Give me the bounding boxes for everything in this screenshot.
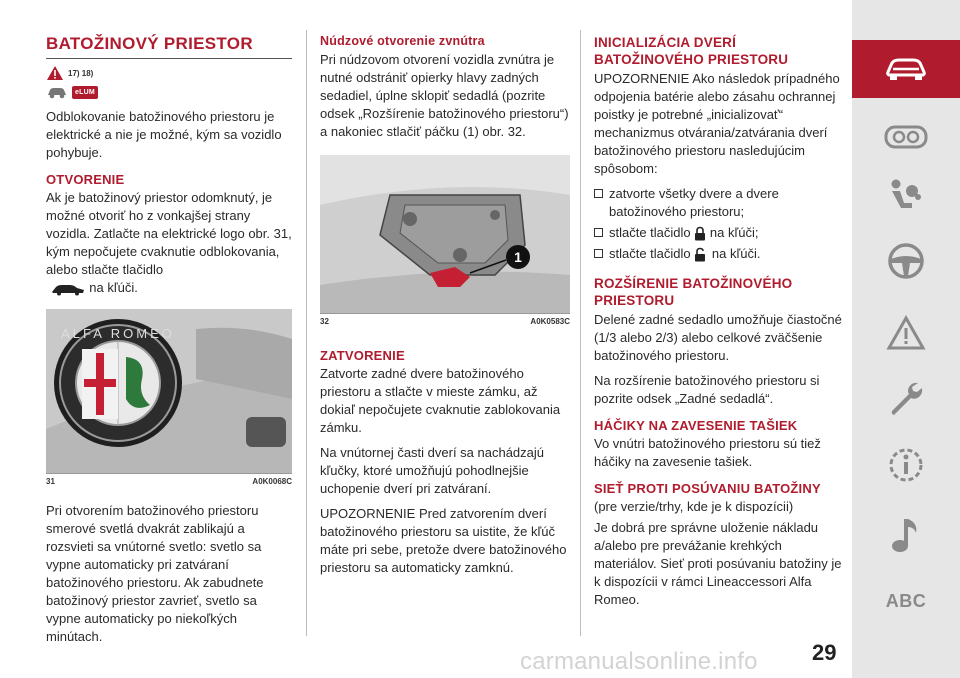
sidebar-item-multimedia[interactable] <box>852 506 960 564</box>
emergency-text: Pri núdzovom otvorení vozidla zvnútra je nutné odstrániť opierky hlavy zadných sedadiel, úplne sklopiť sedadlá (pozrite odsek „Rozšírenie batožinového priestoru“) a nakoniec stlačiť páčku (1) obr. 32. <box>320 52 569 139</box>
figure-31 <box>46 309 292 473</box>
bullet-2-text-b: na kľúči; <box>709 225 759 240</box>
intro-text: Odblokovanie batožinového priestoru je elektrické a nie je možné, kým sa vozidlo pohybuje. <box>46 109 282 160</box>
heading-expand: ROZŠÍRENIE BATOŽINOVÉHO PRIESTORU <box>594 276 793 308</box>
figure-31-code: A0K0068C <box>252 477 292 486</box>
info-gear-icon <box>885 444 927 486</box>
airbag-icon <box>886 177 926 217</box>
sidebar-item-index[interactable] <box>852 572 960 630</box>
opening-text <box>46 189 292 297</box>
heading-opening: OTVORENIE <box>46 172 125 187</box>
figure-32-number: 32 <box>320 317 329 326</box>
bullet-marker <box>594 228 603 237</box>
car-version-icon <box>46 85 68 99</box>
page-number: 29 <box>812 640 837 665</box>
net-subtitle: (pre verzie/trhy, kde je k dispozícii) <box>594 499 794 514</box>
sidebar-item-technical[interactable] <box>852 436 960 494</box>
closing-text-3: UPOZORNENIE Pred zatvorením dverí batožinového priestoru sa uistite, že kľúč máte pri sebe, pretože dvere batožinového priestoru sa automaticky zamknú. <box>320 506 567 575</box>
expand-text-1: Delené zadné sedadlo umožňuje čiastočné (1/3 alebo 2/3) alebo celkové zväčšenie batožinového priestoru. <box>594 312 842 363</box>
dashboard-icon <box>884 124 928 150</box>
warning-row <box>46 64 292 82</box>
trunk-open-icon <box>50 282 86 296</box>
after-figure-text: Pri otvorením batožinového priestoru smerové svetlá dvakrát zablikajú a rozsvieti sa vnútorné svetlo: svetlo sa vypne automaticky pri zatváraní batožinového priestoru. Ak zabudnete batožinový priestor zavrieť, svetlo sa vypne automaticky po niekoľkých minútach. <box>46 503 264 644</box>
elum-badge: eLUM <box>72 86 98 99</box>
bullet-1 <box>594 185 844 221</box>
heading-closing: ZATVORENIE <box>320 348 405 363</box>
sidebar-item-dashboard[interactable] <box>852 108 960 166</box>
music-note-icon <box>888 515 924 555</box>
page-title: BATOŽINOVÝ PRIESTOR <box>46 30 292 59</box>
figure-31-caption <box>46 473 292 486</box>
abc-index-label: ABC <box>885 590 927 611</box>
figure-32 <box>320 155 570 313</box>
figure-32-code: A0K0583C <box>530 317 570 326</box>
heading-emergency: Núdzové otvorenie zvnútra <box>320 34 485 48</box>
closing-text-1: Zatvorte zadné dvere batožinového priestoru a stlačte v mieste zámku, až dokiaľ nepočujete cvaknutie zablokovania zámku. <box>320 366 561 435</box>
wrench-icon <box>886 379 926 419</box>
bullet-3 <box>594 245 844 263</box>
car-icon <box>884 56 928 82</box>
version-row <box>46 82 292 102</box>
lock-closed-icon <box>694 226 706 241</box>
column-left <box>46 30 292 653</box>
column-divider-1 <box>306 30 307 636</box>
warning-refs: 17) 18) <box>68 68 94 78</box>
callout-1: 1 <box>514 249 522 265</box>
trunk-logo-illustration <box>46 309 292 473</box>
figure-32-caption <box>320 313 570 326</box>
logo-text: ALFA ROMEO <box>61 326 175 341</box>
init-text: UPOZORNENIE Ako následok prípadného odpojenia batérie alebo zásahu ochrannej poistky je potrebné „inicializovať“ mechanizmus otvárania/zatvárania dverí batožinového priestoru nasledujúcim spôsobom: <box>594 71 840 176</box>
bullet-marker <box>594 249 603 258</box>
chapter-sidebar <box>852 0 960 678</box>
bullet-3-text-b: na kľúči. <box>711 246 761 261</box>
hooks-text: Vo vnútri batožinového priestoru sú tiež háčiky na zavesenie tašiek. <box>594 436 821 469</box>
heading-net: SIEŤ PROTI POSÚVANIU BATOŽINY <box>594 481 821 496</box>
sidebar-item-warning[interactable] <box>852 304 960 362</box>
sidebar-item-steering[interactable] <box>852 232 960 290</box>
sidebar-item-car[interactable] <box>852 40 960 98</box>
bullet-2 <box>594 224 844 242</box>
opening-text-tail: na kľúči. <box>89 280 138 295</box>
lock-open-icon <box>694 247 708 262</box>
opening-text-body: Ak je batožinový priestor odomknutý, je možné otvoriť ho z vonkajšej strany vozidla. Zatlačte na elektrické logo obr. 31, kým nepočujete cvaknutie odblokovania, alebo stlačte tlačidlo <box>46 190 292 277</box>
closing-text-2: Na vnútornej časti dverí sa nachádzajú kľučky, ktoré umožňujú pohodlnejšie uchopenie dverí pri zatváraní. <box>320 445 545 496</box>
bullet-2-text-a: stlačte tlačidlo <box>609 225 691 240</box>
figure-31-number: 31 <box>46 477 55 486</box>
bullet-1-text: zatvorte všetky dvere a dvere batožinového priestoru; <box>609 186 779 219</box>
watermark: carmanualsonline.info <box>520 648 758 675</box>
expand-text-2: Na rozšírenie batožinového priestoru si pozrite odsek „Zadné sedadlá“. <box>594 373 820 406</box>
warning-triangle-icon <box>46 65 64 81</box>
net-text: Je dobrá pre správne uloženie nákladu a/alebo pre prevážanie krehkých materiálov. Sieť proti posúvaniu batožiny je k dispozícii v rámci Lineaccessori Alfa Romeo. <box>594 520 842 607</box>
column-middle <box>320 30 570 584</box>
warning-triangle-icon <box>886 315 926 351</box>
column-right <box>594 30 844 616</box>
column-divider-2 <box>580 30 581 636</box>
steering-wheel-icon <box>886 241 926 281</box>
sidebar-item-airbag[interactable] <box>852 168 960 226</box>
bullet-marker <box>594 189 603 198</box>
bullet-3-text-a: stlačte tlačidlo <box>609 246 691 261</box>
sidebar-item-service[interactable] <box>852 370 960 428</box>
heading-hooks: HÁČIKY NA ZAVESENIE TAŠIEK <box>594 418 798 433</box>
heading-init: INICIALIZÁCIA DVERÍ BATOŽINOVÉHO PRIESTORU <box>594 35 789 67</box>
trunk-latch-illustration <box>320 155 570 313</box>
